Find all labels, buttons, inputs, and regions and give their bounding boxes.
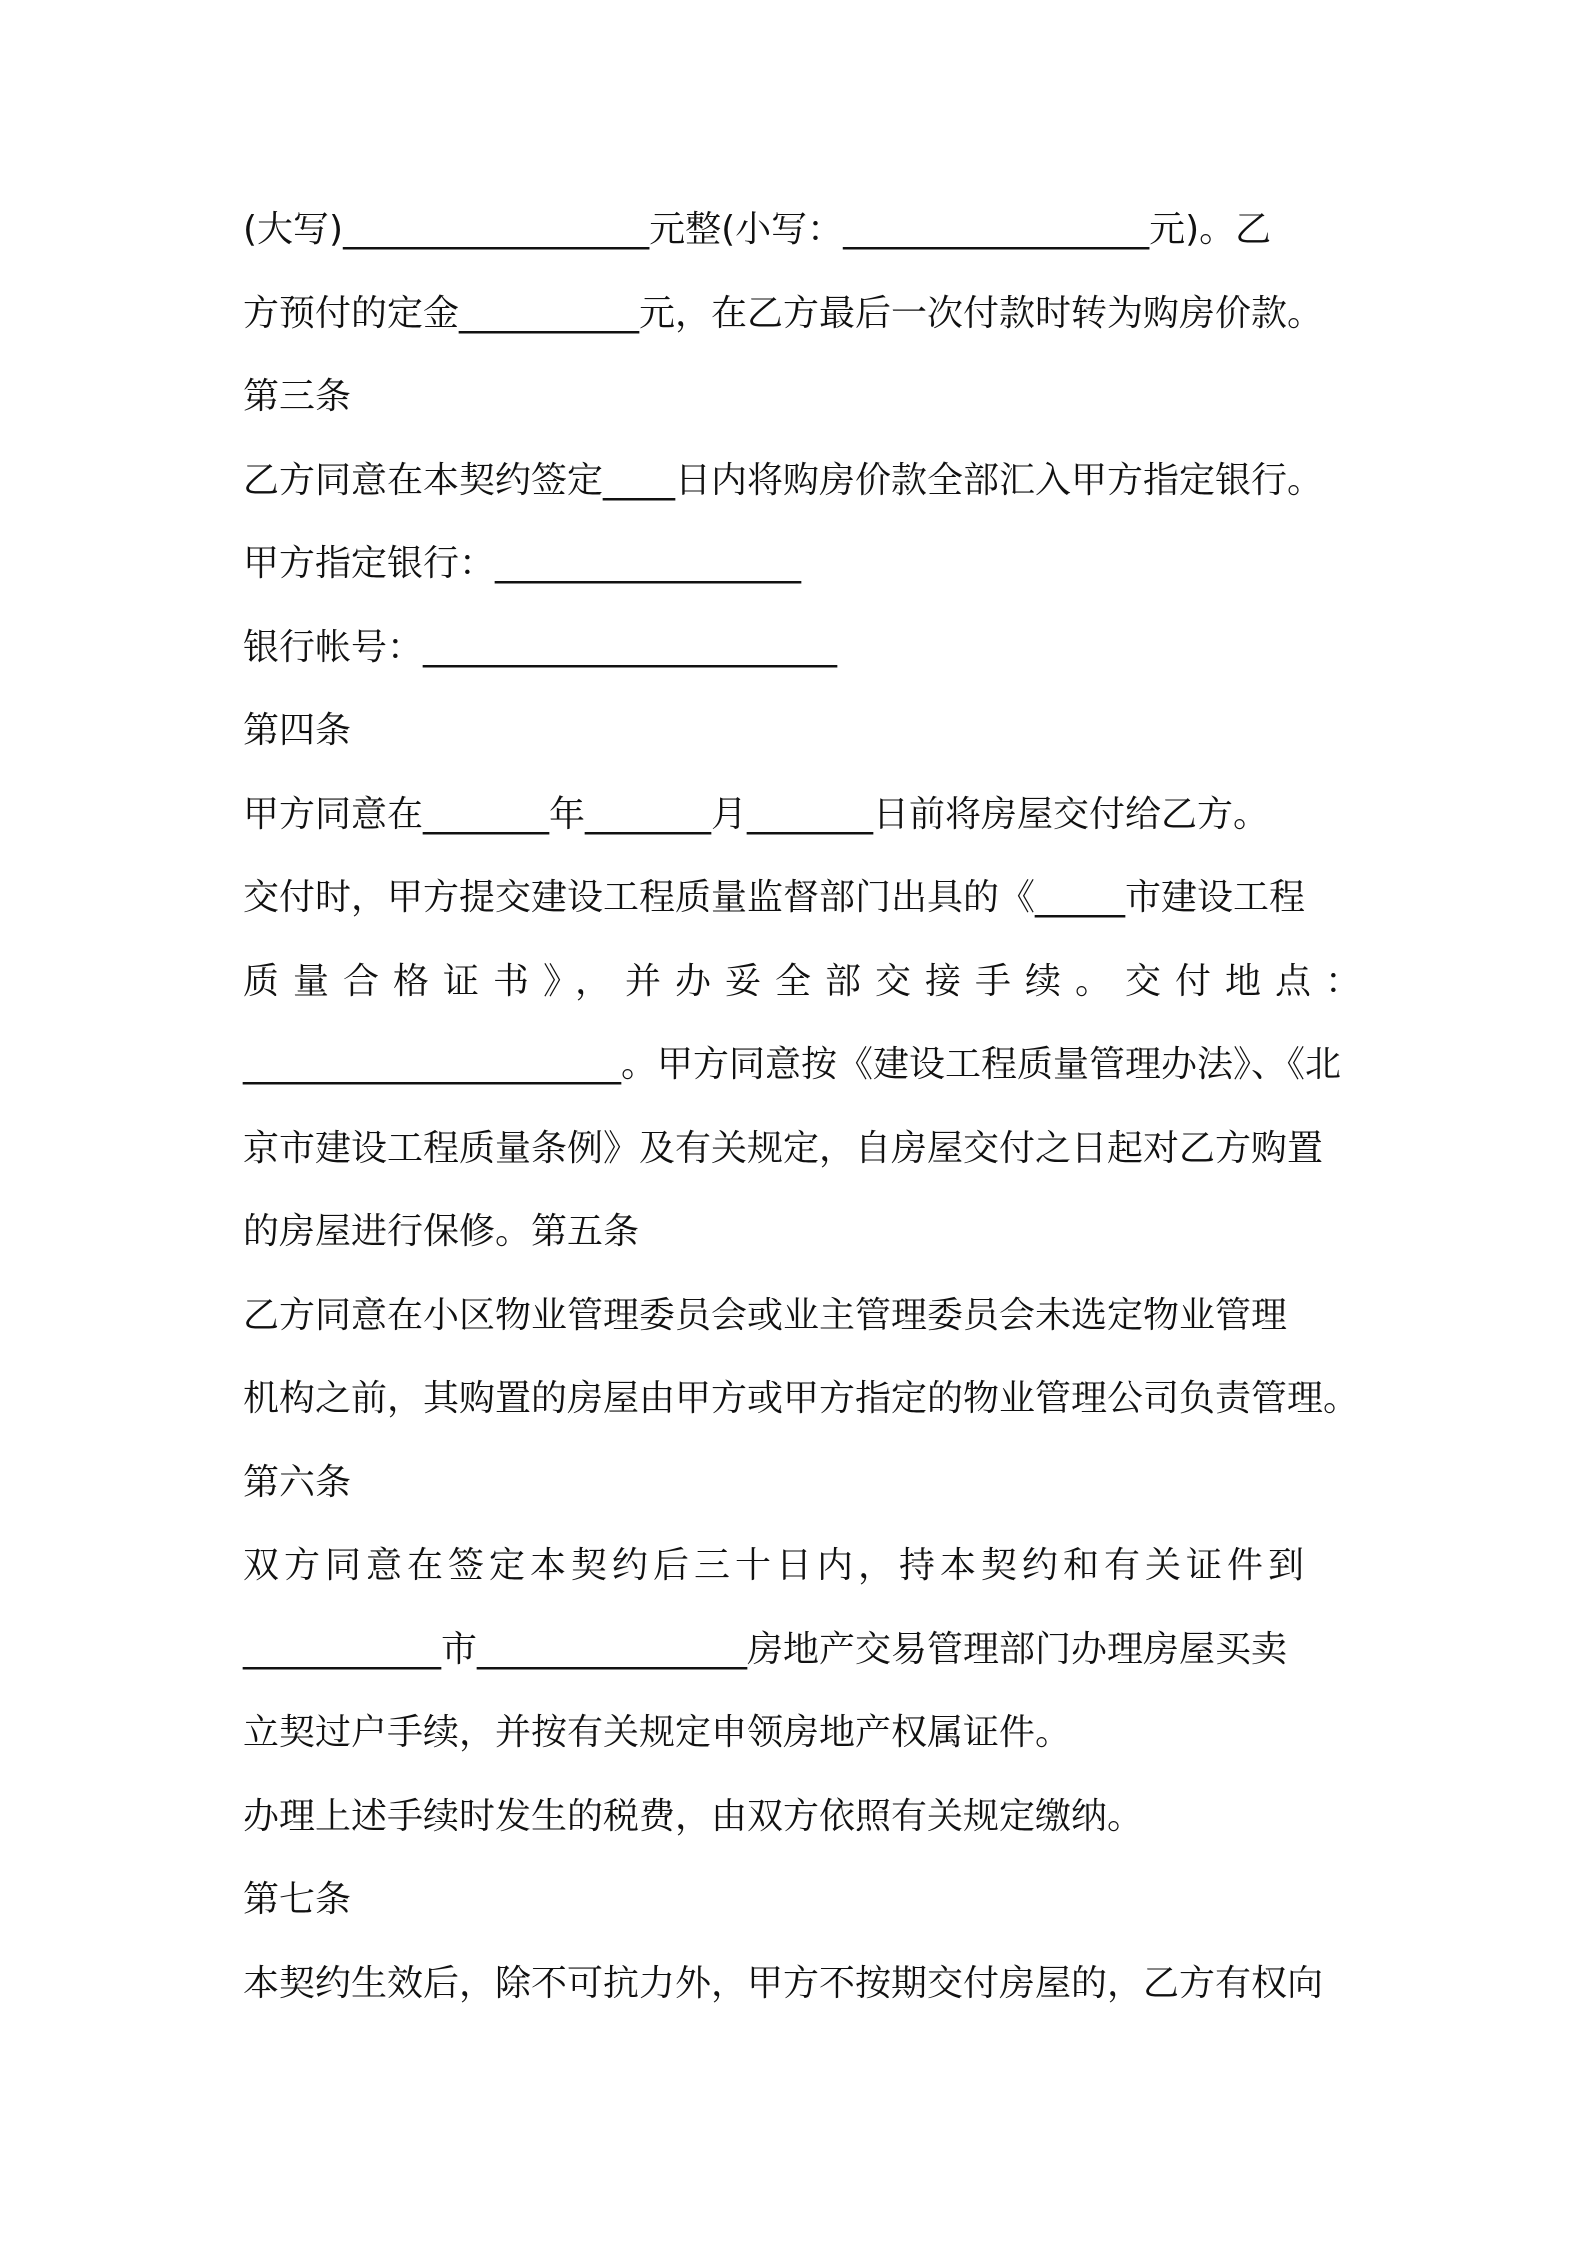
text-line-handover: 质量合格证书》，并办妥全部交接手续。交付地点： [243, 961, 1376, 1002]
text-line-taxes: 办理上述手续时发生的税费，由双方依照有关规定缴纳。 [243, 1796, 1144, 1837]
text-line-quality-cert: 交付时，甲方提交建设工程质量监督部门出具的《_____市建设工程 [243, 877, 1306, 918]
text-line-price: (大写)_________________元整(小写：_________________元)。乙 [243, 209, 1272, 250]
text-line-bank: 甲方指定银行：_________________ [243, 543, 802, 584]
text-line-breach: 本契约生效后，除不可抗力外，甲方不按期交付房屋的，乙方有权向 [243, 1963, 1324, 2004]
text-line-property-mgmt: 乙方同意在小区物业管理委员会或业主管理委员会未选定物业管理 [243, 1295, 1288, 1336]
text-line-account: 银行帐号：_______________________ [243, 627, 838, 668]
article-4-heading: 第四条 [243, 710, 352, 751]
text-line-trade-dept: ___________市_______________房地产交易管理部门办理房屋买卖 [243, 1629, 1288, 1670]
text-line-mgmt-company: 机构之前，其购置的房屋由甲方或甲方指定的物业管理公司负责管理。 [243, 1378, 1360, 1419]
text-line-transfer: 双方同意在签定本契约后三十日内，持本契约和有关证件到 [243, 1545, 1310, 1586]
article-7-heading: 第七条 [243, 1879, 352, 1920]
text-line-deposit: 方预付的定金__________元，在乙方最后一次付款时转为购房价款。 [243, 293, 1324, 334]
text-line-delivery-date: 甲方同意在_______年_______月_______日前将房屋交付给乙方。 [243, 794, 1270, 835]
text-line-title-cert: 立契过户手续，并按有关规定申领房地产权属证件。 [243, 1712, 1072, 1753]
text-line-location: _____________________。甲方同意按《建设工程质量管理办法》、《北 [243, 1044, 1342, 1085]
article-3-heading: 第三条 [243, 376, 352, 417]
article-6-heading: 第六条 [243, 1462, 352, 1503]
text-line-regulation: 京市建设工程质量条例》及有关规定，自房屋交付之日起对乙方购置 [243, 1128, 1324, 1169]
text-line-warranty: 的房屋进行保修。第五条 [243, 1211, 640, 1252]
text-line-payment: 乙方同意在本契约签定____日内将购房价款全部汇入甲方指定银行。 [243, 460, 1324, 501]
